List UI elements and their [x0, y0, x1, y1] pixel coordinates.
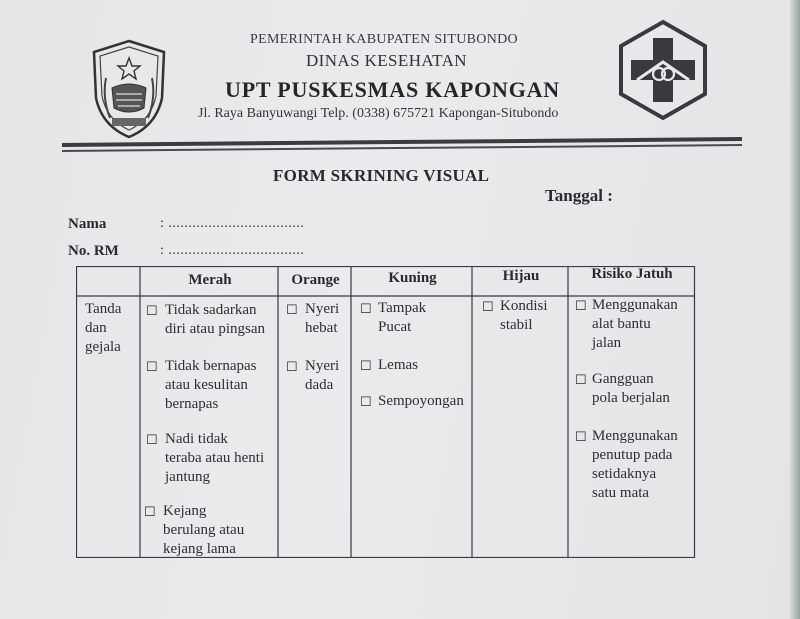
puskesmas-logo: [615, 18, 711, 122]
symptom-line: Nyeri: [305, 301, 340, 317]
department-heading: DINAS KESEHATAN: [306, 51, 467, 70]
medical-record-field[interactable]: : ..................................: [160, 243, 305, 258]
facility-address: Jl. Raya Banyuwangi Telp. (0338) 675721 Kapongan-Situbondo: [198, 106, 559, 121]
symptom-kejang: [163, 502, 244, 559]
header-kuning: Kuning: [388, 270, 437, 286]
symptom-line: diri atau pingsan: [165, 321, 265, 337]
checkbox-lemas[interactable]: ☐: [360, 358, 372, 373]
risk-line: setidaknya: [592, 466, 657, 482]
name-field[interactable]: : ..................................: [160, 216, 305, 231]
symptom-line: bernapas: [165, 396, 219, 412]
symptom-line: hebat: [305, 320, 338, 336]
symptom-tampak-pucat: [378, 299, 426, 337]
symptom-nadi-tidak-teraba: [165, 430, 264, 487]
checkbox-tidak-bernapas[interactable]: ☐: [146, 359, 158, 374]
form-title: FORM SKRINING VISUAL: [273, 166, 490, 185]
symptom-line: Lemas: [378, 357, 418, 373]
symptom-nyeri-hebat: [305, 300, 339, 338]
header-orange: Orange: [291, 272, 340, 288]
symptom-sempoyongan: [378, 392, 464, 411]
risk-line: Menggunakan: [592, 297, 678, 313]
symptom-line: Sempoyongan: [378, 393, 464, 409]
checkbox-kondisi-stabil[interactable]: ☐: [482, 299, 494, 314]
risk-line: satu mata: [592, 485, 650, 501]
symptom-line: atau kesulitan: [165, 377, 248, 393]
checkbox-nyeri-hebat[interactable]: ☐: [286, 302, 298, 317]
facility-name: UPT PUSKESMAS KAPONGAN: [225, 77, 560, 102]
checkbox-tampak-pucat[interactable]: ☐: [360, 301, 372, 316]
row-label-line: dan: [85, 320, 107, 336]
row-label: [85, 300, 121, 357]
checkbox-penutup-mata[interactable]: ☐: [575, 429, 587, 444]
symptom-line: berulang atau: [163, 522, 245, 538]
checkbox-kejang[interactable]: ☐: [144, 504, 156, 519]
symptom-kondisi-stabil: [500, 297, 548, 335]
symptom-tidak-bernapas: [165, 357, 257, 414]
symptom-line: Tidak sadarkan: [165, 302, 257, 318]
risk-line: alat bantu: [592, 316, 651, 332]
symptom-line: Kondisi: [500, 298, 548, 314]
risk-alat-bantu-jalan: [592, 296, 678, 353]
symptom-line: Nyeri: [305, 358, 340, 374]
symptom-line: Tidak bernapas: [165, 358, 257, 374]
paper-edge-shadow: [790, 0, 800, 619]
risk-gangguan-pola: [592, 370, 670, 408]
checkbox-nyeri-dada[interactable]: ☐: [286, 359, 298, 374]
symptom-line: jantung: [165, 469, 210, 485]
risk-line: jalan: [592, 335, 622, 351]
symptom-line: Kejang: [163, 503, 207, 519]
header-merah: Merah: [188, 272, 232, 288]
symptom-line: Pucat: [378, 319, 412, 335]
risk-line: penutup pada: [592, 447, 673, 463]
checkbox-nadi-tidak-teraba[interactable]: ☐: [146, 432, 158, 447]
symptom-line: stabil: [500, 317, 533, 333]
date-label: Tanggal :: [545, 186, 613, 205]
medical-record-label: No. RM: [68, 243, 119, 259]
checkbox-gangguan-pola[interactable]: ☐: [575, 372, 587, 387]
symptom-line: dada: [305, 377, 334, 393]
row-label-line: gejala: [85, 339, 121, 355]
symptom-nyeri-dada: [305, 357, 339, 395]
government-heading: PEMERINTAH KABUPATEN SITUBONDO: [250, 32, 518, 47]
header-hijau: Hijau: [502, 268, 540, 284]
situbondo-emblem-logo: [90, 38, 168, 140]
symptom-line: kejang lama: [163, 541, 236, 557]
checkbox-alat-bantu-jalan[interactable]: ☐: [575, 298, 587, 313]
risk-line: Gangguan: [592, 371, 654, 387]
symptom-line: Tampak: [378, 300, 427, 316]
row-label-line: Tanda: [85, 301, 122, 317]
checkbox-sempoyongan[interactable]: ☐: [360, 394, 372, 409]
symptom-tidak-sadarkan: [165, 301, 265, 339]
header-risiko-jatuh: Risiko Jatuh: [591, 266, 673, 282]
checkbox-tidak-sadarkan[interactable]: ☐: [146, 303, 158, 318]
symptom-lemas: [378, 356, 418, 375]
risk-line: Menggunakan: [592, 428, 678, 444]
name-label: Nama: [68, 216, 107, 232]
symptom-line: Nadi tidak: [165, 431, 228, 447]
symptom-line: teraba atau henti: [165, 450, 265, 466]
risk-line: pola berjalan: [592, 390, 670, 406]
risk-penutup-mata: [592, 427, 678, 503]
